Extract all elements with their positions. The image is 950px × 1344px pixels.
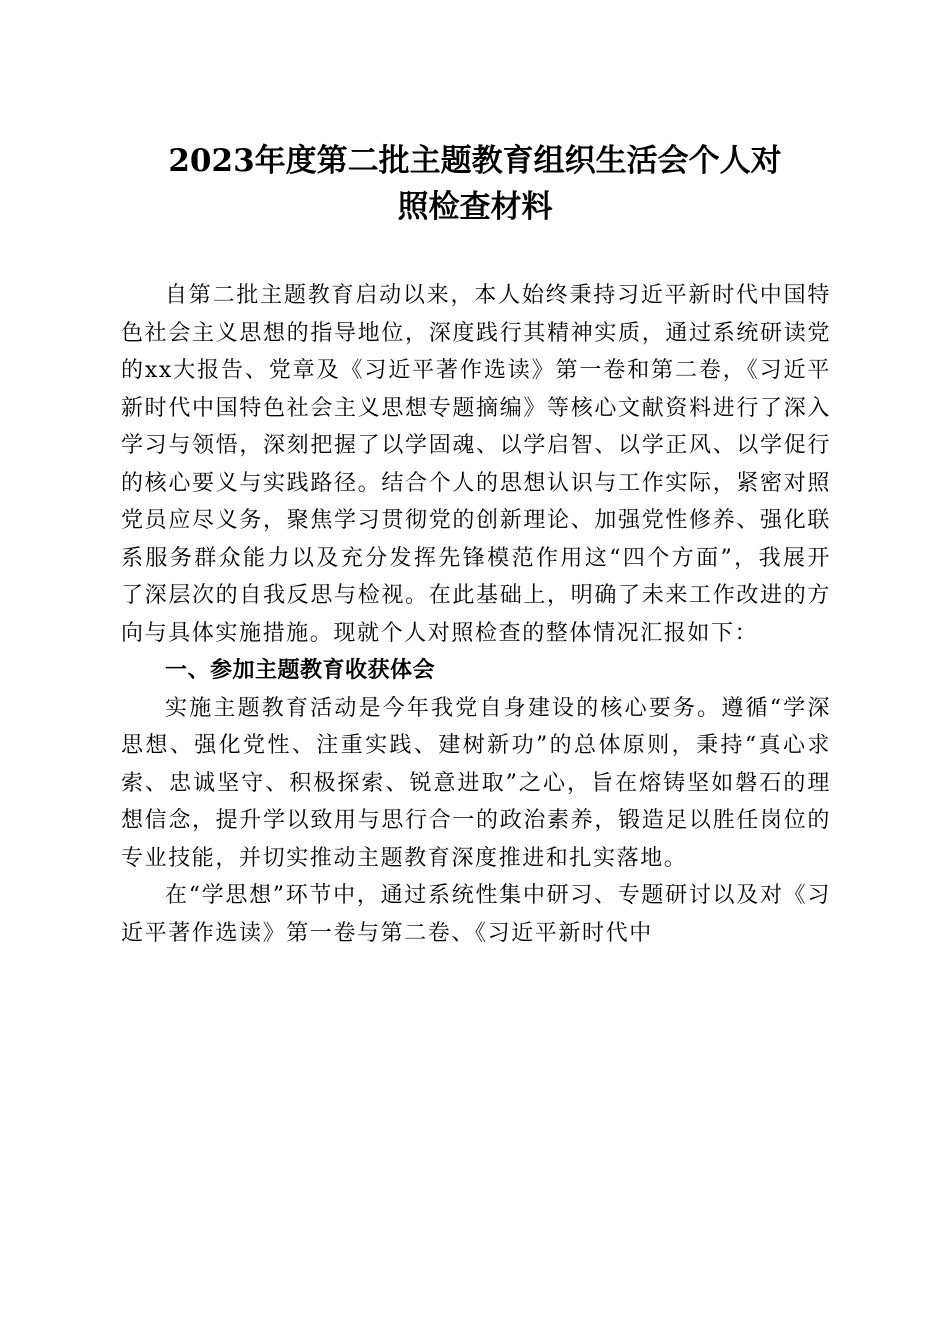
intro-paragraph: 自第二批主题教育启动以来，本人始终秉持习近平新时代中国特色社会主义思想的指导地位，深度践行其精神实质，通过系统研读党的xx大报告、党章及《习近平著作选读》第一卷和第二卷，《习近平新时代中国特色社会主义思想专题摘编》等核心文献资料进行了深入学习与领悟，深刻把握了以学固魂、以学启智、以学正风、以学促行的核心要义与实践路径。结合个人的思想认识与工作实际，紧密对照党员应尽义务，聚焦学习贯彻党的创新理论、加强党性修养、强化联系服务群众能力以及充分发挥先锋模范作用这“四个方面”，我展开了深层次的自我反思与检视。在此基础上，明确了未来工作改进的方向与具体实施措施。现就个人对照检查的整体情况汇报如下： (121, 283, 831, 646)
title-line-2: 照检查材料 (397, 189, 553, 225)
document-title (110, 138, 840, 230)
title-line-1: 2023年度第二批主题教育组织生活会个人对 (168, 143, 782, 179)
section-heading: 一、参加主题教育收获体会 (165, 658, 436, 683)
document-body (121, 277, 831, 952)
section-paragraph-2: 在“学思想”环节中，通过系统性集中研习、专题研讨以及对《习近平著作选读》第一卷与第二卷、《习近平新时代中 (121, 883, 831, 946)
section-paragraph-1: 实施主题教育活动是今年我党自身建设的核心要务。遵循“学深思想、强化党性、注重实践、建树新功”的总体原则，秉持“真心求索、忠诚坚守、积极探索、锐意进取”之心，旨在熔铸坚如磐石的理想信念，提升学以致用与思行合一的政治素养，锻造足以胜任岗位的专业技能，并切实推动主题教育深度推进和扎实落地。 (121, 695, 831, 871)
